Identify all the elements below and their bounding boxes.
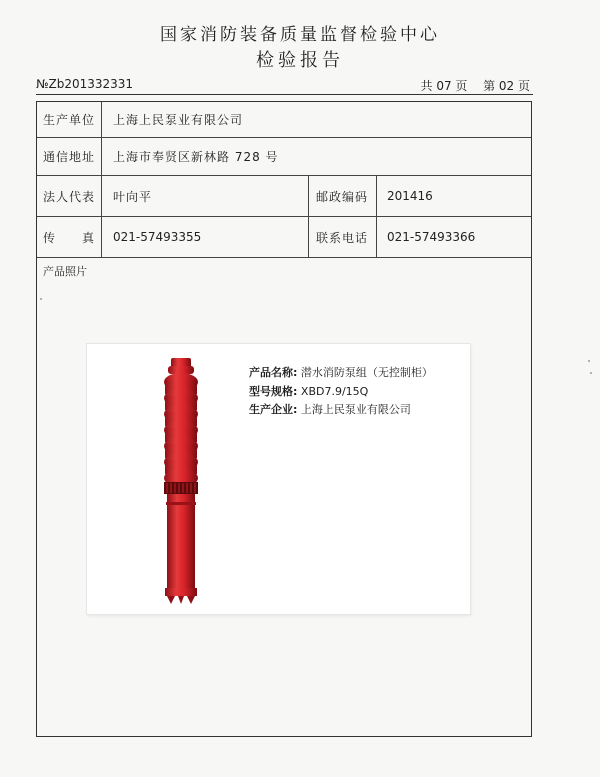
label-legal-rep: 法人代表 bbox=[43, 189, 96, 204]
product-model-value: XBD7.9/15Q bbox=[300, 385, 369, 398]
row-divider bbox=[37, 257, 531, 258]
value-legal-rep: 叶向平 bbox=[113, 189, 153, 204]
label-manufacturer: 生产单位 bbox=[43, 113, 96, 127]
column-divider bbox=[376, 176, 377, 257]
column-divider bbox=[101, 102, 102, 257]
product-name-label: 产品名称: bbox=[249, 366, 298, 379]
label-product-photo: 产品照片 bbox=[43, 265, 87, 278]
product-name-value: 潜水消防泵组（无控制柜） bbox=[300, 366, 433, 379]
label-phone: 联系电话 bbox=[316, 230, 369, 245]
product-name-line bbox=[249, 364, 433, 380]
scan-speck bbox=[588, 360, 590, 362]
label-address: 通信地址 bbox=[43, 150, 96, 164]
report-number: №Zb201332331 bbox=[36, 77, 134, 91]
column-divider bbox=[308, 176, 309, 257]
product-maker-label: 生产企业: bbox=[249, 403, 298, 416]
product-model-label: 型号规格: bbox=[249, 385, 298, 398]
value-fax: 021-57493355 bbox=[113, 230, 202, 244]
label-postal-code: 邮政编码 bbox=[316, 189, 369, 204]
product-maker-line bbox=[249, 401, 411, 417]
page-info bbox=[380, 77, 530, 94]
value-address: 上海市奉贤区新林路 728 号 bbox=[113, 150, 279, 164]
value-manufacturer: 上海上民泵业有限公司 bbox=[113, 113, 244, 127]
submersible-pump-icon bbox=[151, 352, 211, 612]
row-divider bbox=[37, 175, 531, 176]
product-photo-card bbox=[87, 344, 470, 614]
value-postal-code: 201416 bbox=[387, 189, 433, 203]
value-phone: 021-57493366 bbox=[387, 230, 476, 244]
total-pages: 共 07 页 bbox=[420, 79, 468, 93]
current-page: 第 02 页 bbox=[483, 79, 530, 93]
product-maker-value: 上海上民泵业有限公司 bbox=[300, 403, 411, 416]
organization-title: 国家消防装备质量监督检验中心 bbox=[160, 25, 440, 45]
label-fax: 传 真 bbox=[43, 230, 96, 245]
row-divider bbox=[37, 137, 531, 138]
document-title: 检验报告 bbox=[256, 50, 344, 71]
scan-speck bbox=[40, 298, 42, 300]
scan-speck bbox=[590, 372, 592, 374]
header-divider bbox=[36, 94, 533, 95]
product-model-line bbox=[249, 383, 368, 399]
